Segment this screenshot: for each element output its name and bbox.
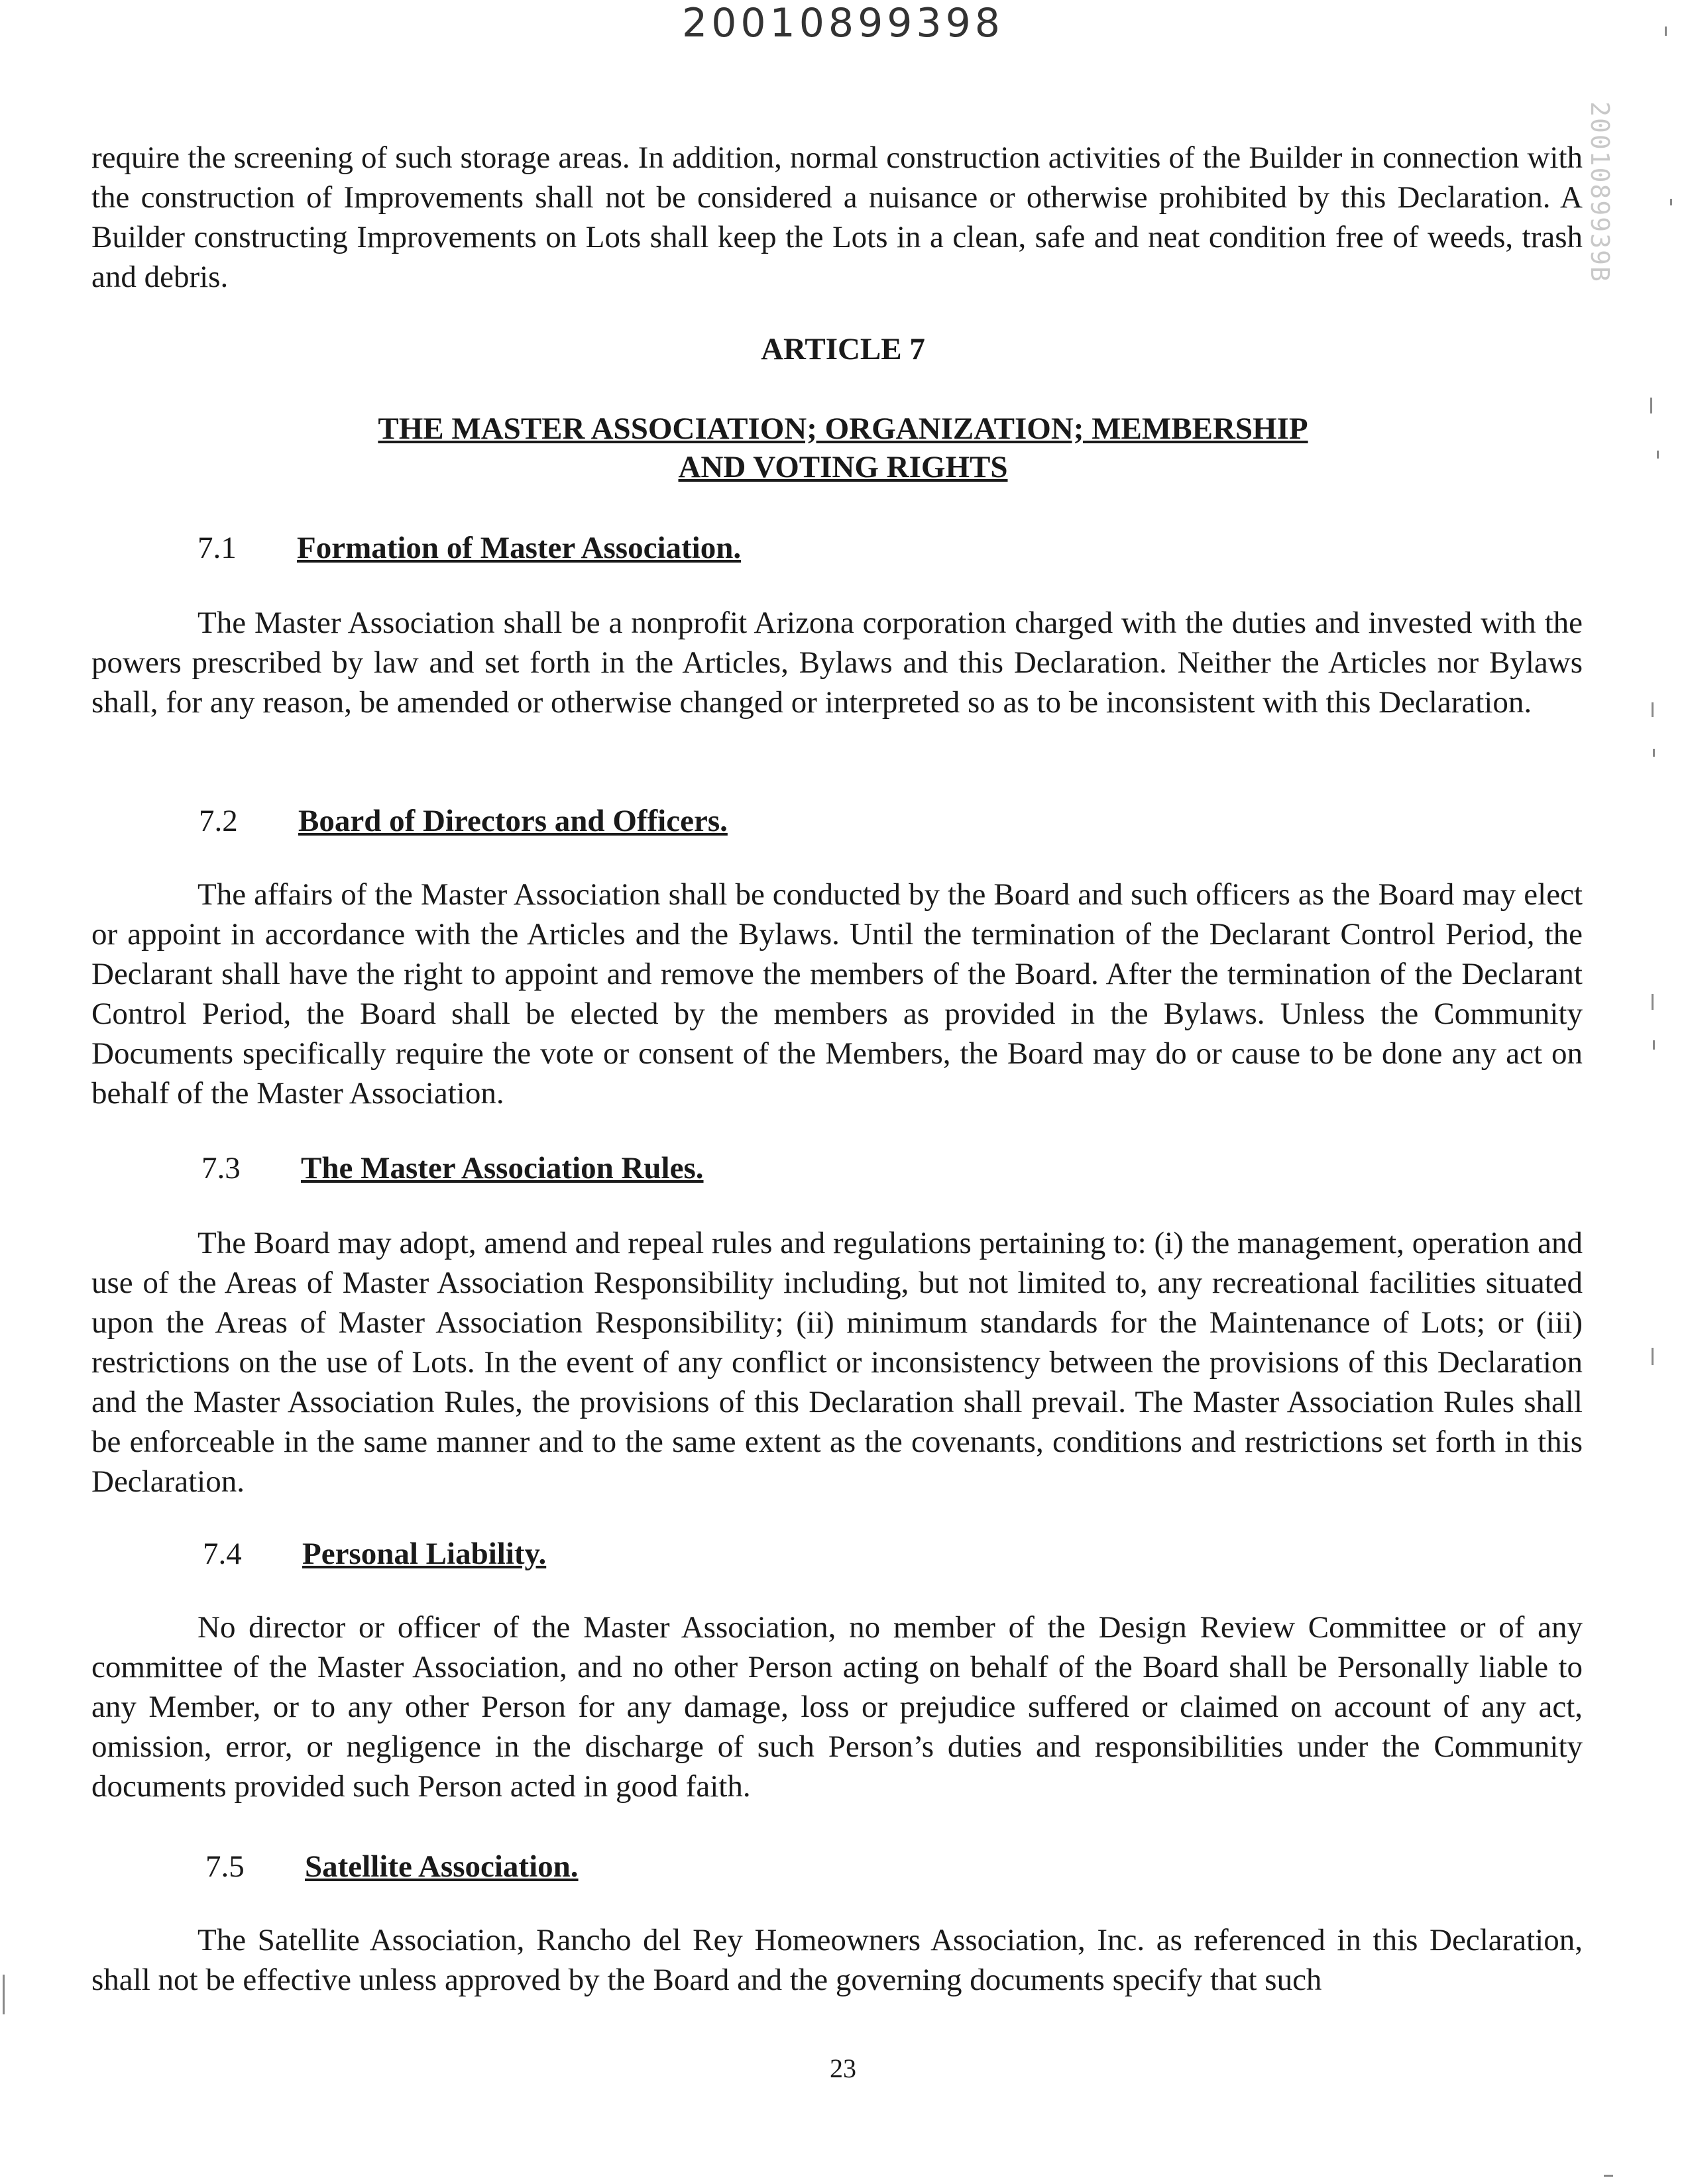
section-number: 7.2 xyxy=(199,804,238,838)
section-number: 7.1 xyxy=(197,531,237,565)
section-body-7-4 xyxy=(91,1608,1583,1806)
recording-stamp-text: 2001089939B xyxy=(1585,101,1615,283)
recording-stamp xyxy=(1580,86,1620,298)
scan-speck xyxy=(1652,1348,1654,1365)
section-heading-7-2 xyxy=(199,803,728,839)
section-body-text: The Master Association shall be a nonprofit Arizona corporation charged with the duties and invested with the powers prescribed by law and set forth in the Articles, Bylaws and this Declaration. Neither the Articles nor Bylaws shall, for any reason, be amended or otherwise changed or interpreted so as to be inconsistent with this Declaration. xyxy=(91,606,1583,720)
scan-speck xyxy=(3,1975,5,2014)
continuation-paragraph xyxy=(91,138,1583,297)
section-heading-7-1 xyxy=(197,530,741,566)
section-number: 7.4 xyxy=(203,1537,242,1571)
section-heading-7-4 xyxy=(203,1536,546,1572)
scan-speck xyxy=(1652,702,1654,717)
article-heading: ARTICLE 7 xyxy=(761,332,925,366)
section-body-7-2 xyxy=(91,875,1583,1113)
section-body-text: The Board may adopt, amend and repeal rules and regulations pertaining to: (i) the management, operation and use of the Areas of Master Association Responsibility including, but not limited to, any recreational facilities situated upon the Areas of Master Association Responsibility; (ii) minimum standards for the Maintenance of Lots; or (iii) restrictions on the use of Lots. In the event of any conflict or inconsistency between the provisions of this Declaration and the Master Association Rules, the provisions of this Declaration shall prevail. The Master Association Rules shall be enforceable in the same manner and to the same extent as the covenants, conditions and restrictions set forth in this Declaration. xyxy=(91,1226,1583,1499)
article-title-line-1: THE MASTER ASSOCIATION; ORGANIZATION; MEMBERSHIP xyxy=(378,411,1308,446)
scan-speck xyxy=(1670,199,1672,205)
article-title-line-2: AND VOTING RIGHTS xyxy=(678,450,1008,484)
section-body-text: The affairs of the Master Association shall be conducted by the Board and such officers as the Board may elect or appoint in accordance with the Articles and the Bylaws. Until the termination of the Declarant Control Period, the Declarant shall have the right to appoint and remove the members of the Board. After the termination of the Declarant Control Period, the Board shall be elected by the members as provided in the Bylaws. Unless the Community Documents specifically require the vote or consent of the Members, the Board may do or cause to be done any act on behalf of the Master Association. xyxy=(91,877,1583,1111)
section-title: Board of Directors and Officers. xyxy=(298,804,728,838)
article-title xyxy=(0,410,1686,486)
page-number: 23 xyxy=(830,2053,856,2083)
document-number: 20010899398 xyxy=(682,0,1004,46)
section-number: 7.3 xyxy=(201,1151,241,1185)
section-title: Formation of Master Association. xyxy=(297,531,742,565)
scan-speck xyxy=(1657,451,1659,459)
section-body-7-5 xyxy=(91,1920,1583,2000)
section-title: Personal Liability. xyxy=(302,1537,547,1571)
section-heading-7-5 xyxy=(205,1849,579,1884)
scan-speck xyxy=(1665,27,1667,36)
section-body-7-3 xyxy=(91,1223,1583,1502)
section-heading-7-3 xyxy=(201,1150,704,1186)
scan-speck xyxy=(1604,2175,1613,2177)
section-title: Satellite Association. xyxy=(305,1849,579,1884)
continuation-text: require the screening of such storage areas. In addition, normal construction activities of the Builder in connection with the construction of Improvements shall not be considered a nuisance or otherwise prohibited by this Declaration. A Builder constructing Improvements on Lots shall keep the Lots in a clean, safe and neat condition free of weeds, trash and debris. xyxy=(91,140,1583,294)
section-title: The Master Association Rules. xyxy=(301,1151,704,1185)
scan-speck xyxy=(1652,994,1654,1010)
scan-speck xyxy=(1653,1040,1655,1050)
scan-speck xyxy=(1653,749,1655,757)
section-body-text: The Satellite Association, Rancho del Rey Homeowners Association, Inc. as referenced in this Declaration, shall not be effective unless approved by the Board and the governing documents specify that such xyxy=(91,1923,1583,1997)
section-number: 7.5 xyxy=(205,1849,245,1884)
section-body-text: No director or officer of the Master Association, no member of the Design Review Committee or of any committee of the Master Association, and no other Person acting on behalf of the Board shall be Personally liable to any Member, or to any other Person for any damage, loss or prejudice suffered or claimed on account of any act, omission, error, or negligence in the discharge of such Person’s duties and responsibilities under the Community documents provided such Person acted in good faith. xyxy=(91,1610,1583,1804)
section-body-7-1 xyxy=(91,603,1583,722)
scan-speck xyxy=(1650,398,1652,413)
